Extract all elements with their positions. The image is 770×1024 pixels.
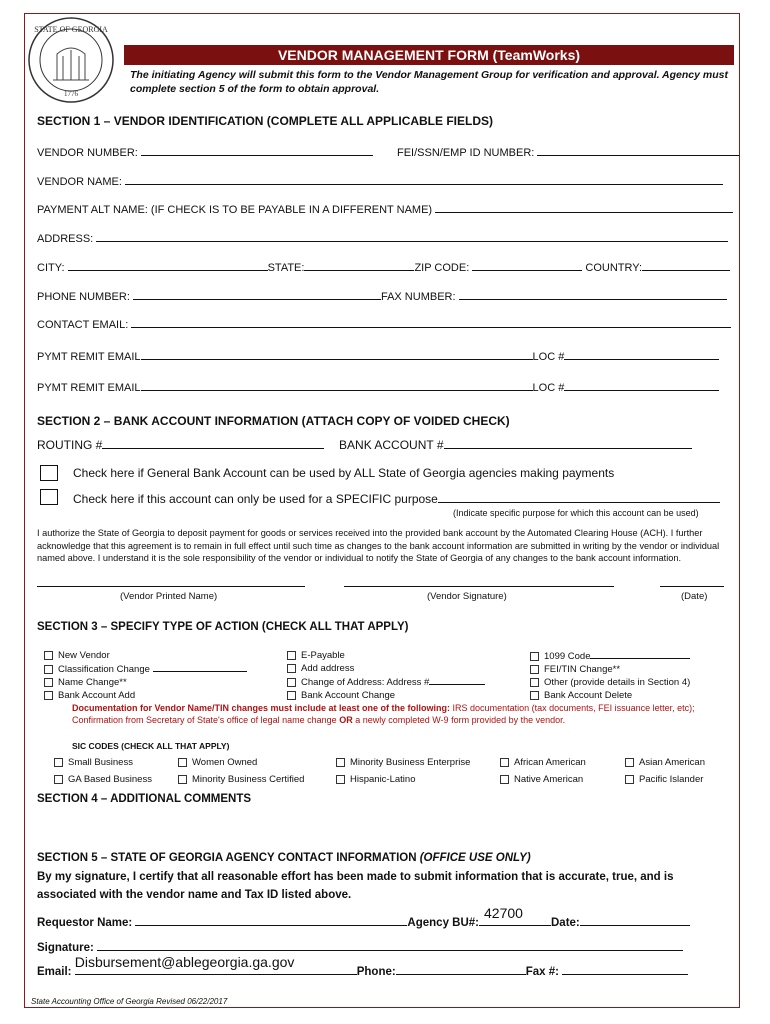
checkbox-icon[interactable]: [530, 652, 539, 661]
vendor-name-label: VENDOR NAME:: [37, 176, 122, 188]
vendor-number-label: VENDOR NUMBER:: [37, 147, 138, 159]
checkbox-icon[interactable]: [287, 664, 296, 673]
sic-african-american[interactable]: African American: [500, 757, 586, 768]
checkbox-icon[interactable]: [336, 775, 345, 784]
vendor-signature-caption: (Vendor Signature): [427, 591, 507, 602]
action-column-3: [530, 649, 690, 702]
checkbox-icon[interactable]: [44, 665, 53, 674]
phone-input[interactable]: [396, 963, 526, 975]
checkbox-icon[interactable]: [54, 775, 63, 784]
contact-email-field[interactable]: [37, 316, 731, 331]
intro-text: The initiating Agency will submit this form to the Vendor Management Group for verification and approval. Agency must complete section 5 of the form to obtain approval.: [130, 69, 728, 95]
routing-field[interactable]: [37, 437, 692, 452]
agency-bu-label: Agency BU#:: [407, 917, 479, 929]
date-caption: (Date): [681, 591, 708, 602]
general-account-label: Check here if General Bank Account can be used by ALL State of Georgia agencies making payments: [73, 466, 615, 480]
loc-1-label: LOC #: [532, 351, 565, 363]
requestor-name-label: Requestor Name:: [37, 917, 133, 929]
action-column-1: [44, 649, 247, 702]
checkbox-icon[interactable]: [54, 758, 63, 767]
sic-women-owned[interactable]: Women Owned: [178, 757, 257, 768]
specific-account-field[interactable]: [73, 491, 720, 506]
action-1099-code[interactable]: 1099 Code: [530, 649, 690, 663]
documentation-note-line1: Documentation for Vendor Name/TIN changes must include at least one of the following: IRS documentation (tax documents, FEI issuance letter, etc);: [72, 703, 695, 713]
action-add-address[interactable]: Add address: [287, 662, 485, 675]
sic-native-american[interactable]: Native American: [500, 774, 583, 785]
checkbox-icon[interactable]: [44, 691, 53, 700]
sic-minority-business-certified[interactable]: Minority Business Certified: [178, 774, 304, 785]
fax-label: FAX NUMBER:: [380, 291, 456, 303]
form-title: VENDOR MANAGEMENT FORM (TeamWorks): [124, 45, 734, 65]
checkbox-icon[interactable]: [287, 691, 296, 700]
vendor-number-field[interactable]: [37, 144, 373, 159]
sic-pacific-islander[interactable]: Pacific Islander: [625, 774, 703, 785]
specific-purpose-note: (Indicate specific purpose for which this account can be used): [453, 508, 699, 518]
action-bank-account-delete[interactable]: Bank Account Delete: [530, 689, 690, 702]
email-input[interactable]: [74, 954, 357, 975]
pymt-remit-email-2-label: PYMT REMIT EMAIL: [37, 382, 141, 394]
action-new-vendor[interactable]: New Vendor: [44, 649, 247, 662]
payment-alt-name-label: PAYMENT ALT NAME: (IF CHECK IS TO BE PAYABLE IN A DIFFERENT NAME): [37, 204, 433, 216]
payment-alt-name-field[interactable]: [37, 201, 733, 216]
section4-heading: SECTION 4 – ADDITIONAL COMMENTS: [37, 793, 252, 805]
pymt-remit-email-1-label: PYMT REMIT EMAIL: [37, 351, 141, 363]
email-label: Email:: [37, 966, 72, 978]
fei-field[interactable]: [397, 144, 739, 159]
date-input[interactable]: [580, 914, 690, 926]
checkbox-icon[interactable]: [625, 775, 634, 784]
general-account-checkbox[interactable]: [40, 465, 58, 481]
sic-codes-heading: SIC CODES (CHECK ALL THAT APPLY): [72, 741, 230, 751]
svg-text:1776: 1776: [64, 90, 78, 98]
pymt-remit-email-2-field[interactable]: [37, 379, 719, 394]
routing-label: ROUTING #: [37, 438, 103, 452]
signature-input[interactable]: [97, 939, 683, 951]
pymt-remit-email-1-field[interactable]: [37, 348, 719, 363]
phone-label: PHONE NUMBER:: [37, 291, 130, 303]
checkbox-icon[interactable]: [530, 665, 539, 674]
action-fei-tin-change[interactable]: FEI/TIN Change**: [530, 663, 690, 676]
ach-authorization-text: I authorize the State of Georgia to deposit payment for goods or services received into the provided bank account by the Automated Clearing House (ACH). I further acknowledge that this agreement is to remain in full effect until such time as changes to the bank account information are submitted in writing by the vendor or individual named above. I understand it is the sole responsibility of the vendor or individual to notify the State of Georgia of any changes to the bank account information.: [37, 528, 720, 563]
vendor-name-field[interactable]: [37, 173, 723, 188]
phone-label: Phone:: [356, 966, 396, 978]
vendor-signature-line[interactable]: [344, 586, 614, 587]
sic-ga-based-business[interactable]: GA Based Business: [54, 774, 152, 785]
sic-asian-american[interactable]: Asian American: [625, 757, 705, 768]
requestor-row: [37, 905, 690, 929]
fei-label: FEI/SSN/EMP ID NUMBER:: [397, 147, 535, 159]
country-label: COUNTRY:: [585, 262, 643, 274]
documentation-note-line2: Confirmation from Secretary of State's office of legal name change OR a newly completed W-9 form provided by the vendor.: [72, 715, 566, 725]
checkbox-icon[interactable]: [530, 678, 539, 687]
specific-account-label: Check here if this account can only be used for a SPECIFIC purpose: [73, 492, 438, 506]
requestor-name-input[interactable]: [135, 914, 407, 926]
signature-label: Signature:: [37, 942, 94, 954]
agency-bu-value: 42700: [484, 905, 523, 921]
action-bank-account-add[interactable]: Bank Account Add: [44, 689, 247, 702]
checkbox-icon[interactable]: [178, 758, 187, 767]
section5-heading: SECTION 5 – STATE OF GEORGIA AGENCY CONTACT INFORMATION (OFFICE USE ONLY): [37, 852, 531, 864]
action-e-payable[interactable]: E-Payable: [287, 649, 485, 662]
specific-account-checkbox[interactable]: [40, 489, 58, 505]
checkbox-icon[interactable]: [178, 775, 187, 784]
certification-text: By my signature, I certify that all reasonable effort has been made to submit information that is accurate, true, and is associated with the vendor name and Tax ID listed above.: [37, 871, 674, 901]
sic-minority-business-enterprise[interactable]: Minority Business Enterprise: [336, 757, 470, 768]
action-name-change[interactable]: Name Change**: [44, 676, 247, 689]
fax-input[interactable]: [562, 963, 688, 975]
contact-email-label: CONTACT EMAIL:: [37, 319, 129, 331]
printed-name-caption: (Vendor Printed Name): [120, 591, 218, 602]
printed-name-line[interactable]: [37, 586, 305, 587]
checkbox-icon[interactable]: [336, 758, 345, 767]
action-classification-change[interactable]: Classification Change: [44, 662, 247, 676]
section3-heading: SECTION 3 – SPECIFY TYPE OF ACTION (CHECK ALL THAT APPLY): [37, 621, 409, 633]
checkbox-icon[interactable]: [44, 678, 53, 687]
phone-field[interactable]: [37, 288, 727, 303]
action-column-2: [287, 649, 485, 702]
state-label: STATE:: [267, 262, 305, 274]
section2-heading: SECTION 2 – BANK ACCOUNT INFORMATION (ATTACH COPY OF VOIDED CHECK): [37, 414, 510, 428]
checkbox-icon[interactable]: [287, 651, 296, 660]
checkbox-icon[interactable]: [500, 758, 509, 767]
zip-label: ZIP CODE:: [414, 262, 470, 274]
date-line[interactable]: [660, 586, 724, 587]
checkbox-icon[interactable]: [44, 651, 53, 660]
email-row: [37, 954, 688, 978]
address-field[interactable]: [37, 230, 728, 245]
sic-hispanic-latino[interactable]: Hispanic-Latino: [336, 774, 415, 785]
city-field[interactable]: [37, 259, 730, 274]
address-label: ADDRESS:: [37, 233, 94, 245]
date-label: Date:: [551, 917, 580, 929]
checkbox-icon[interactable]: [287, 678, 296, 687]
checkbox-icon[interactable]: [625, 758, 634, 767]
section1-heading: SECTION 1 – VENDOR IDENTIFICATION (COMPLETE ALL APPLICABLE FIELDS): [37, 114, 494, 128]
action-bank-account-change[interactable]: Bank Account Change: [287, 689, 485, 702]
email-value: Disbursement@ablegeorgia.ga.gov: [74, 954, 295, 970]
bank-account-label: BANK ACCOUNT #: [339, 438, 444, 452]
footer-revision: State Accounting Office of Georgia Revised 06/22/2017: [31, 997, 228, 1006]
fax-label: Fax #:: [525, 966, 559, 978]
city-label: CITY:: [37, 262, 65, 274]
checkbox-icon[interactable]: [500, 775, 509, 784]
checkbox-icon[interactable]: [530, 691, 539, 700]
sic-small-business[interactable]: Small Business: [54, 757, 133, 768]
signature-row: [37, 939, 683, 954]
action-other[interactable]: Other (provide details in Section 4): [530, 676, 690, 689]
loc-2-label: LOC #: [532, 382, 565, 394]
agency-bu-input[interactable]: [479, 905, 551, 926]
action-change-of-address[interactable]: Change of Address: Address #: [287, 675, 485, 689]
georgia-seal-icon: [27, 16, 115, 104]
svg-text:STATE OF GEORGIA: STATE OF GEORGIA: [34, 25, 108, 34]
